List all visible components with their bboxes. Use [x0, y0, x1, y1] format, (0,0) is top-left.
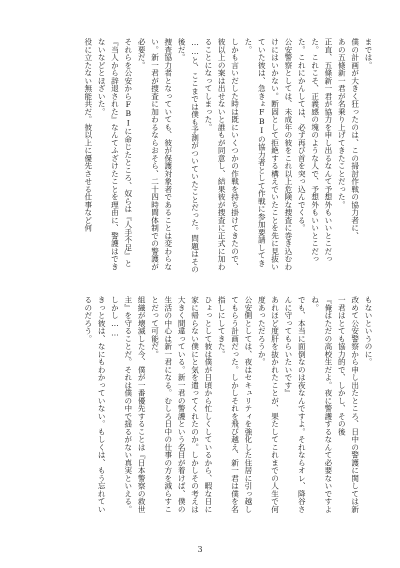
lower-text-block: もないというのに。 改めて公安警察から申し出たところ、日中の警護に関しては新一君はとても協力的で、しかし、その後 『俺はただの高校生だよ。夜に警護するなんて必要ないですよね。 でも、本当に面倒なのは夜なんですよ。それならオレ、降谷さんに守ってもらいたいです』 あれほど度肝を抜かれたことが、果たしてこれまでの人生で何度あっただろうか。 公安側としては、夜はセキュリティを強化した住居に引っ越してもらう計画だった。しかしそれを飛び越え、新一君は僕を名指しにしてきた。 ひょっとして彼は僕が日頃から忙しくしているから、暇な日に家に帰らない僕にと気を遣ってくれたのか。しかしその考えは大きく間違っている。新一君の警護という名目が着けば、僕の生活の中心は新一君になる。むしろ日中の仕事の方を減らすことだって可能だ。 組織が壊滅した今、僕が一番優先することは『日本警察の救世主』を守ることだ。それは僕の中で揺るがない真実といえる。 しかし…… きっと彼は、なにもわかっていない。もしくは、もう忘れているのだろう。 — [83, 296, 373, 513]
upper-text-block: までは。 僕の計画が大きく狂ったのは、この掃討作戦の協力者に、 あの五條新一君が名乗り上げてきたことだった。 正直、五條新一君が協力を申し出るなんて予想外もいいとこだった。これこそ、正義感の塊のような人で、予想外もいいとこだった。これにかんしては、必ず再び首を突っ込んでくる。 公安警察としては、未成年の彼をこれ以上危険な捜査に巻き込むわけにはいかない。断固として拒絶する構えでいたことを先に見抜いていた彼は、急きょFBIの協力者として作戦に参加要請してきた。 しかも言いだした時は既にいくつかの作戦を持ち掛けてきたので、彼以上の案は出せないと誰もが同意し、結果彼が捜査に正式に加わることになってしまった。 ……と、ここまでは僕も予測がついていたことだった。問題はその後だ。 捜査協力者となっていても、彼が保護対象者であることは変わらない。新一君が捜査に加わるならおそら、二十四時間体制での警護が必要だ。 それらを公安からFBIに命じたところ、奴らは『人手不足』と『当人から辞退された』なんてふざけたことを理由に、警護はできないなどとほざいた。 役に立たない無能共だ。彼以上に優先させる仕事など何 — [83, 38, 373, 274]
page-number: 3 — [197, 545, 203, 554]
